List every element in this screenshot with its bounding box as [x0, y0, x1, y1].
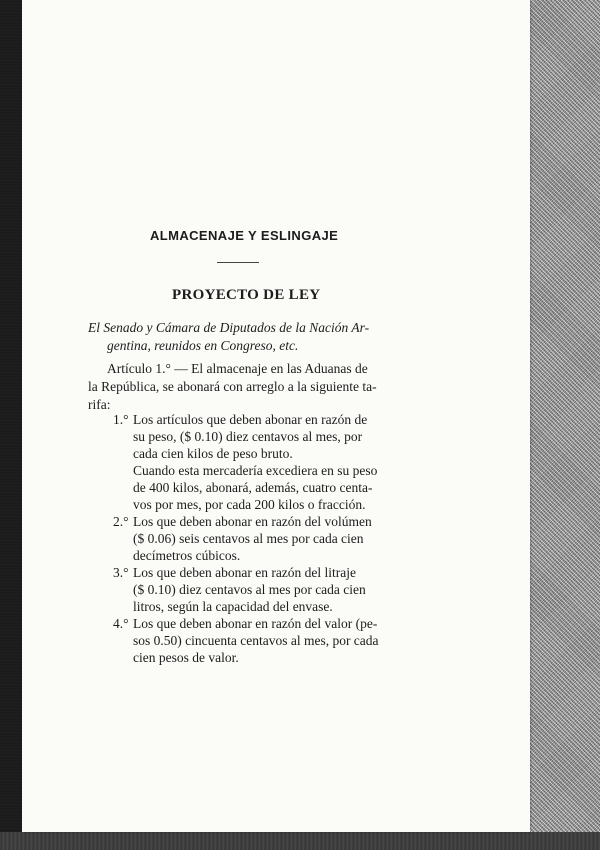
item-number: 2.°	[113, 514, 129, 529]
item-text-line: Los que deben abonar en razón del valor (pe-	[133, 616, 378, 631]
article-intro-line: Artículo 1.° — El almacenaje en las Aduanas de	[107, 361, 368, 376]
item-text-line: ($ 0.06) seis centavos al mes por cada cien	[133, 531, 364, 546]
item-text-line: Cuando esta mercadería excediera en su peso	[133, 463, 378, 478]
item-text-line: cien pesos de valor.	[133, 650, 239, 665]
item-text-line: vos por mes, por cada 200 kilos o fracción.	[133, 497, 366, 512]
item-number: 1.°	[113, 412, 129, 427]
item-text-line: Los que deben abonar en razón del litraje	[133, 565, 357, 580]
item-text-line: de 400 kilos, abonará, además, cuatro centa-	[133, 480, 373, 495]
item-text-line: sos 0.50) cincuenta centavos al mes, por cada	[133, 633, 379, 648]
document-subtitle: PROYECTO DE LEY	[172, 287, 321, 303]
book-spine-shadow	[0, 0, 24, 850]
book-bottom-edge	[0, 832, 600, 850]
preamble-line: El Senado y Cámara de Diputados de la Nación Ar-	[88, 320, 370, 335]
title-divider	[217, 262, 259, 263]
item-text-line: Los artículos que deben abonar en razón de	[133, 412, 368, 427]
book-page-edges	[528, 0, 600, 850]
item-text-line: ($ 0.10) diez centavos al mes por cada cien	[133, 582, 366, 597]
item-number: 3.°	[113, 565, 129, 580]
item-text-line: decímetros cúbicos.	[133, 548, 241, 563]
item-text-line: su peso, ($ 0.10) diez centavos al mes, por	[133, 429, 363, 444]
item-text-line: litros, según la capacidad del envase.	[133, 599, 333, 614]
preamble-line: gentina, reunidos en Congreso, etc.	[107, 338, 299, 353]
item-number: 4.°	[113, 616, 129, 631]
article-intro-line: la República, se abonará con arreglo a la siguiente ta-	[88, 379, 377, 394]
article-intro-line: rifa:	[88, 397, 111, 412]
item-text-line: cada cien kilos de peso bruto.	[133, 446, 293, 461]
item-text-line: Los que deben abonar en razón del volúmen	[133, 514, 372, 529]
section-title: ALMACENAJE Y ESLINGAJE	[150, 228, 339, 243]
